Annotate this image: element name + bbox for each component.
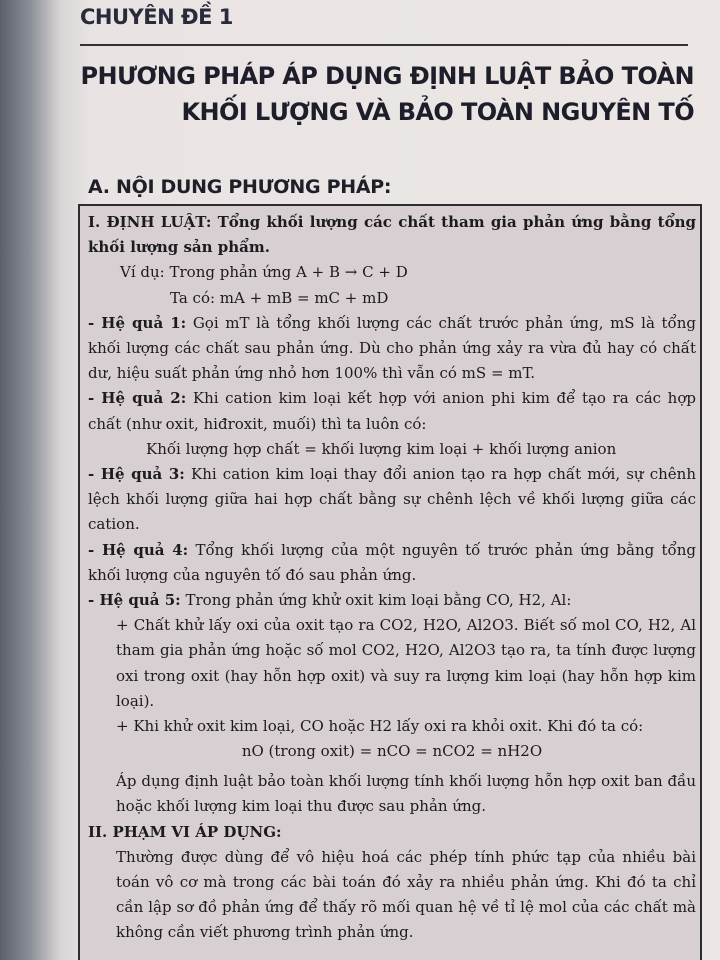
he-qua-3-label: - Hệ quả 3: [88, 465, 185, 484]
he-qua-5-bullet-1-text: + Chất khử lấy oxi của oxit tạo ra CO2, H2O, Al2O3. Biết số mol CO, H2, Al tham gia phản ứng hoặc số mol CO2, H2O, Al2O3 tạo ra, ta tính được lượng oxi trong oxit (hay hỗn hợp oxit) và suy ra lượng kim loại (hay hỗn hợp kim loại). [116, 616, 696, 710]
he-qua-2 [88, 386, 696, 436]
he-qua-4-text: Tổng khối lượng của một nguyên tố trước phản ứng bằng tổng khối lượng của nguyên tố đó sau phản ứng. [88, 540, 696, 584]
he-qua-5-bullet-2-text: + Khi khử oxit kim loại, CO hoặc H2 lấy oxi ra khỏi oxit. Khi đó ta có: [116, 717, 644, 736]
he-qua-5-formula [88, 739, 696, 769]
scope-heading [88, 820, 696, 845]
law-heading-text: I. ĐỊNH LUẬT: Tổng khối lượng các chất tham gia phản ứng bằng tổng khối lượng sản phẩm. [88, 213, 696, 257]
he-qua-5-formula-text: nO (trong oxit) = nCO = nCO2 = nH2O [241, 742, 543, 761]
scope-heading-text: II. PHẠM VI ÁP DỤNG: [88, 822, 282, 841]
chapter-divider [80, 44, 688, 46]
he-qua-5-label: - Hệ quả 5: [88, 591, 181, 610]
he-qua-4-label: - Hệ quả 4: [88, 540, 189, 559]
he-qua-1 [88, 311, 696, 387]
he-qua-5-bullet-2 [88, 714, 696, 739]
he-qua-2-label: - Hệ quả 2: [88, 389, 187, 408]
he-qua-5-bullet-1 [88, 613, 696, 714]
he-qua-3 [88, 462, 696, 538]
scope-paragraph [88, 845, 696, 946]
section-a-heading: A. NỘI DUNG PHƯƠNG PHÁP: [88, 176, 392, 198]
he-qua-2-text: Khi cation kim loại kết hợp với anion phi kim để tạo ra các hợp chất (như oxit, hiđroxit, muối) thì ta luôn có: [88, 389, 696, 433]
content-text [88, 210, 696, 946]
chapter-title-line-1: PHƯƠNG PHÁP ÁP DỤNG ĐỊNH LUẬT BẢO TOÀN [80, 62, 694, 90]
he-qua-1-text: Gọi mT là tổng khối lượng các chất trước phản ứng, mS là tổng khối lượng các chất sau phản ứng. Dù cho phản ứng xảy ra vừa đủ hay có chất dư, hiệu suất phản ứng nhỏ hơn 100% thì vẫn có mS = mT. [88, 313, 696, 383]
he-qua-5-conclusion-text: Áp dụng định luật bảo toàn khối lượng tính khối lượng hỗn hợp oxit ban đầu hoặc khối lượng kim loại thu được sau phản ứng. [116, 772, 696, 816]
he-qua-4 [88, 538, 696, 588]
he-qua-2-formula [88, 437, 696, 462]
example-text: Ví dụ: Trong phản ứng A + B → C + D [120, 263, 408, 282]
he-qua-1-label: - Hệ quả 1: [88, 313, 187, 332]
he-qua-2-formula-text: Khối lượng hợp chất = khối lượng kim loại + khối lượng anion [146, 439, 617, 458]
previous-page-edge [0, 0, 70, 960]
he-qua-3-text: Khi cation kim loại thay đổi anion tạo ra hợp chất mới, sự chênh lệch khối lượng giữa hai hợp chất bằng sự chênh lệch về khối lượng giữa các cation. [88, 465, 697, 534]
chapter-label: CHUYÊN ĐỀ 1 [80, 5, 233, 29]
example-result-text: Ta có: mA + mB = mC + mD [170, 288, 389, 307]
example-result-line [88, 286, 696, 311]
he-qua-5-text: Trong phản ứng khử oxit kim loại bằng CO, H2, Al: [185, 591, 572, 610]
law-heading [88, 210, 696, 260]
scope-paragraph-text: Thường được dùng để vô hiệu hoá các phép tính phức tạp của nhiều bài toán vô cơ mà trong các bài toán đó xảy ra nhiều phản ứng. Khi đó ta chỉ cần lập sơ đồ phản ứng để thấy rõ mối quan hệ về tỉ lệ mol của các chất mà không cần viết phương trình phản ứng. [116, 847, 696, 942]
he-qua-5-conclusion [88, 769, 696, 819]
chapter-title-line-2: KHỐI LƯỢNG VÀ BẢO TOÀN NGUYÊN TỐ [181, 98, 694, 126]
example-line [88, 260, 696, 285]
he-qua-5 [88, 588, 696, 613]
